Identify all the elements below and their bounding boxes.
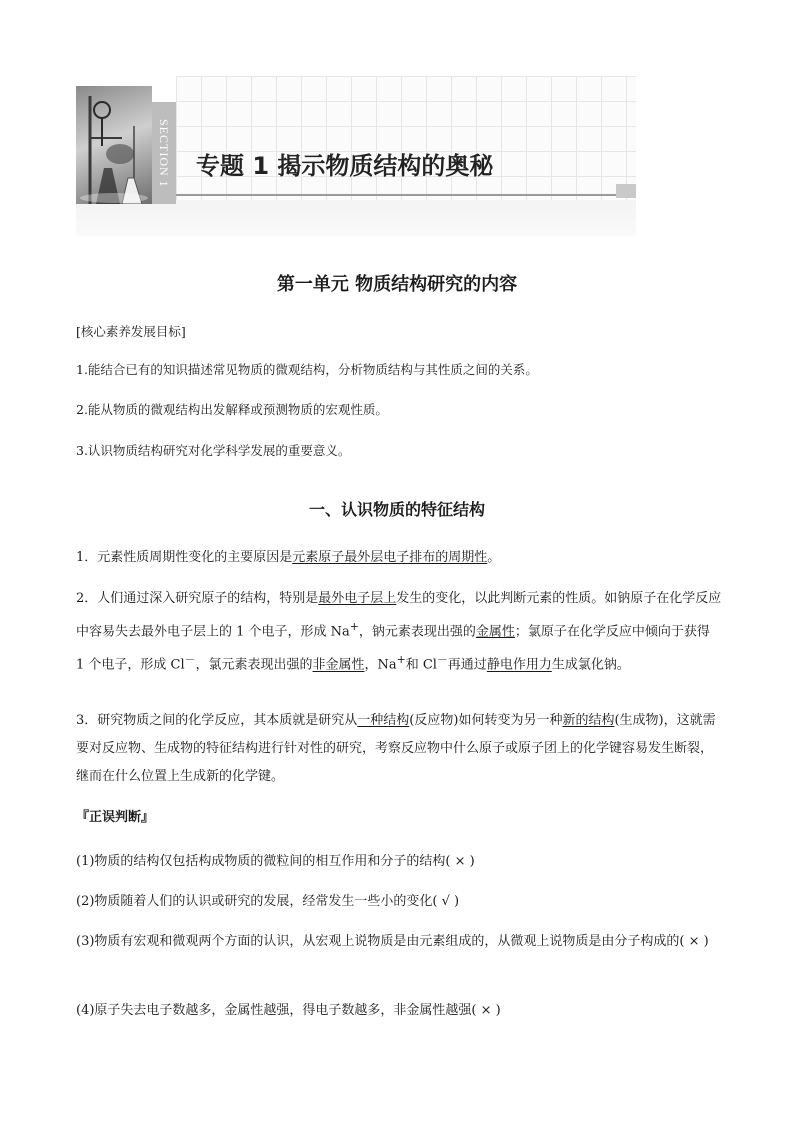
p2-text-k: 再通过 bbox=[447, 657, 487, 673]
paragraph-3 bbox=[76, 707, 722, 791]
p2-text-i: ，Na bbox=[364, 657, 397, 673]
judgement-item-3: (3)物质有宏观和微观两个方面的认识，从宏观上说物质是由元素组成的，从微观上说物质是由分子构成的( × ) bbox=[76, 934, 709, 949]
p2-text-g: ，氯元素表现出强的 bbox=[195, 657, 313, 673]
p1-text-c: 。 bbox=[487, 550, 501, 565]
unit-title: 第一单元 物质结构研究的内容 bbox=[276, 274, 518, 295]
p3-text-e: (生成物)，这就需要对反应物、生成物的特征结构进行针对性的研究，考察反应物中什么原子或原子团上的化学键容易发生断裂，继而在什么位置上生成新的化学键。 bbox=[76, 713, 716, 784]
lab-glassware-photo bbox=[76, 86, 152, 204]
p2-answer-2: 金属性 bbox=[475, 624, 515, 640]
p2-answer-3: 非金属性 bbox=[312, 657, 365, 673]
section-heading: 一、认识物质的特征结构 bbox=[308, 500, 485, 519]
section-label: SECTION 1 bbox=[157, 118, 171, 188]
banner-rule bbox=[176, 194, 616, 196]
banner-grid-background bbox=[176, 76, 636, 200]
p2-answer-1: 最外电子层上 bbox=[318, 591, 397, 606]
p1-answer: 元素原子最外层电子排布的周期性 bbox=[292, 550, 488, 565]
goals-heading: [核心素养发展目标] bbox=[76, 324, 186, 339]
goal-item-1: 1.能结合已有的知识描述常见物质的微观结构，分析物质结构与其性质之间的关系。 bbox=[76, 362, 538, 377]
p2-text-f: ；氯原子在化学反应中倾向于获得 1 个电子，形成 Cl bbox=[76, 624, 710, 673]
judgement-item-1: (1)物质的结构仅包括构成物质的微粒间的相互作用和分子的结构( × ) bbox=[76, 854, 475, 869]
banner-rule-box bbox=[616, 184, 636, 198]
p3-text-a: 3．研究物质之间的化学反应，其本质就是研究从 bbox=[76, 713, 358, 728]
p3-text-c: (反应物)如何转变为另一种 bbox=[409, 713, 563, 728]
glassware-illustration bbox=[76, 86, 152, 204]
banner-lower-band bbox=[76, 200, 636, 236]
section-label-strip bbox=[152, 102, 176, 204]
p3-answer-2: 新的结构 bbox=[562, 713, 615, 728]
p1-text-a: 1．元素性质周期性变化的主要原因是 bbox=[76, 550, 293, 565]
judgement-item-4: (4)原子失去电子数越多，金属性越强，得电子数越多，非金属性越强( × ) bbox=[76, 1003, 501, 1018]
p2-sup-4: － bbox=[436, 653, 448, 667]
paragraph-2 bbox=[76, 585, 722, 680]
goal-item-2: 2.能从物质的微观结构出发解释或预测物质的宏观性质。 bbox=[76, 402, 388, 417]
p2-text-j: 和 Cl bbox=[405, 657, 437, 673]
p2-text-m: 生成氯化钠。 bbox=[551, 657, 630, 673]
p2-sup-1: + bbox=[349, 620, 359, 633]
paragraph-1 bbox=[76, 544, 722, 572]
p2-answer-4: 静电作用力 bbox=[486, 657, 552, 673]
judgement-item-2: (2)物质随着人们的认识或研究的发展，经常发生一些小的变化( √ ) bbox=[76, 894, 460, 909]
chapter-banner bbox=[76, 76, 636, 236]
p2-sup-2: － bbox=[184, 653, 196, 667]
goal-item-3: 3.认识物质结构研究对化学科学发展的重要意义。 bbox=[76, 443, 351, 458]
chapter-title: 专题 1 揭示物质结构的奥秘 bbox=[196, 152, 494, 180]
p2-sup-3: + bbox=[396, 653, 406, 667]
p2-text-d: ，钠元素表现出强的 bbox=[358, 624, 476, 640]
p2-text-a: 2．人们通过深入研究原子的结构，特别是 bbox=[76, 591, 319, 606]
p2-text-c: 发生的变化，以此判断元素的性质。如钠原子在化学反应中容易失去最外电子层上的 1 个电子，形成 Na bbox=[76, 591, 722, 640]
judgement-heading: 『正误判断』 bbox=[76, 810, 155, 825]
p3-answer-1: 一种结构 bbox=[357, 713, 410, 728]
